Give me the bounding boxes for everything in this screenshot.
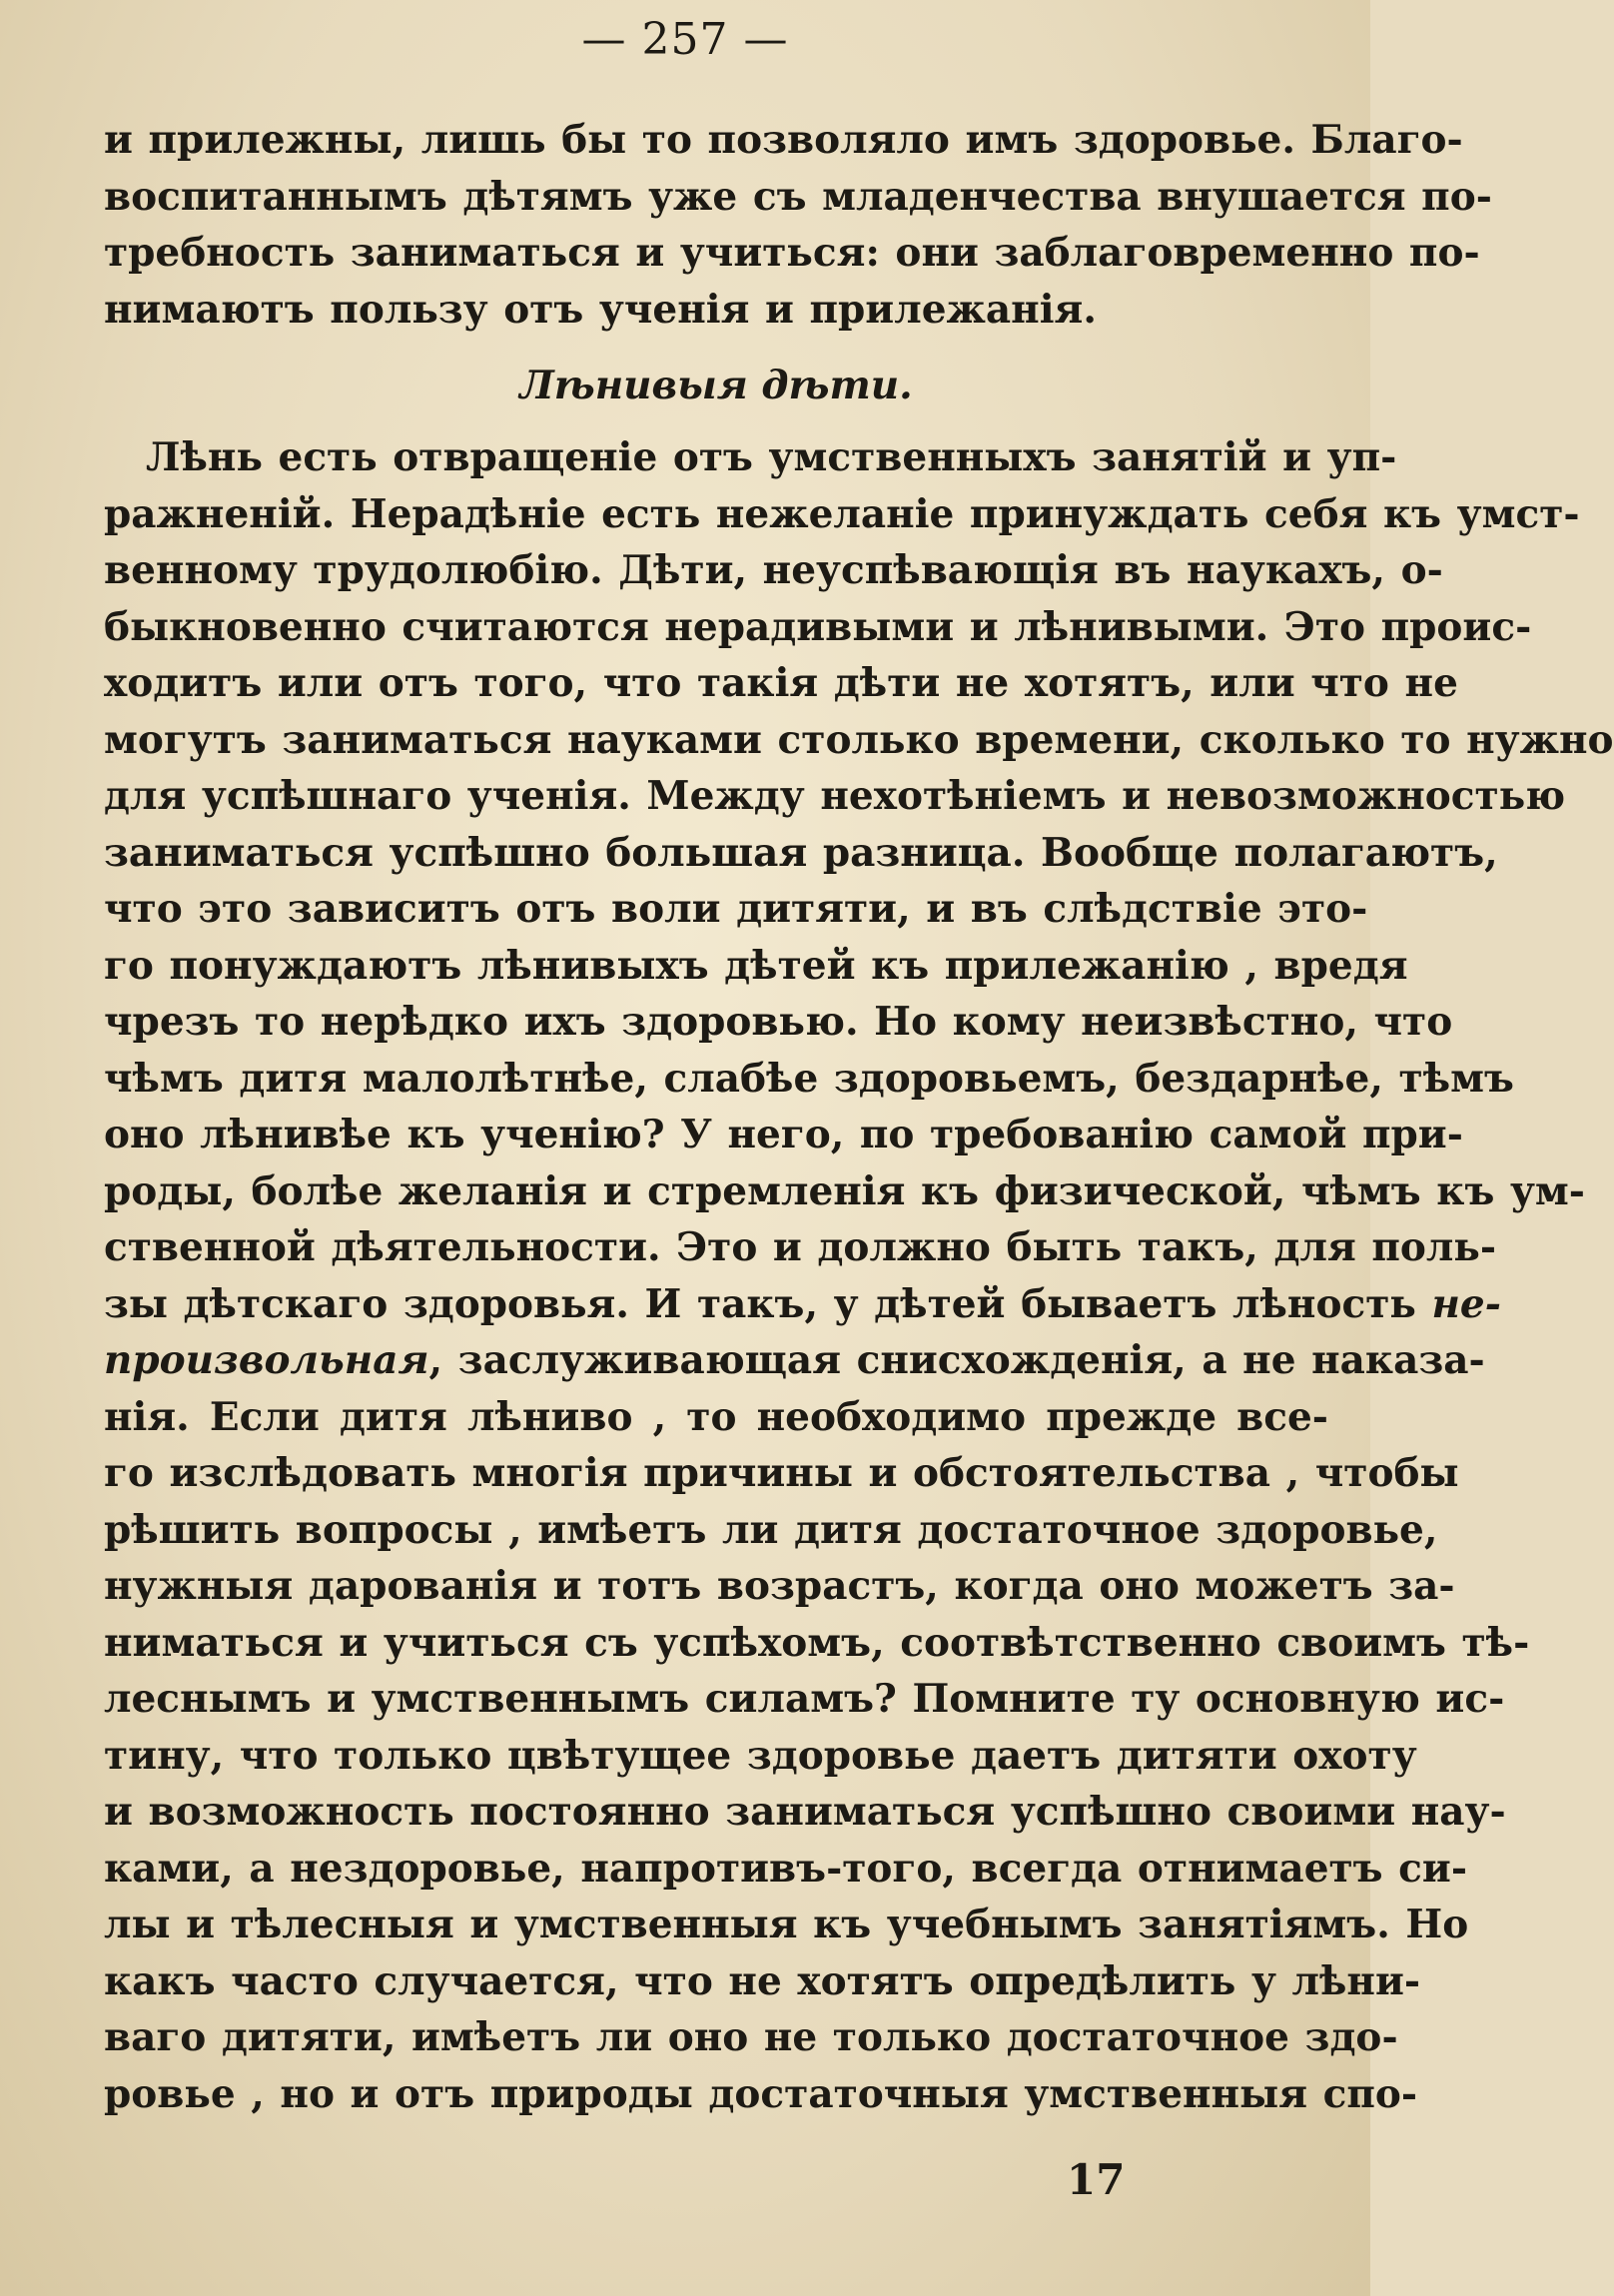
paragraph-2 (104, 429, 1614, 2122)
text-line: какъ часто случается, что не хотятъ опредѣлить у лѣни- (104, 1957, 1421, 2004)
signature-mark: 17 (1067, 2155, 1126, 2204)
text-line: ваго дитяти, имѣетъ ли оно не только достаточное здо- (104, 2014, 1398, 2060)
text-line: венному трудолюбію. Дѣти, неуспѣвающія въ наукахъ, о- (104, 547, 1443, 593)
text-run: , заслуживающая снисхожденія, а не наказа- (428, 1337, 1485, 1383)
text-line: быкновенно считаются нерадивыми и лѣнивыми. Это проис- (104, 603, 1532, 650)
text-line: нія. Если дитя лѣниво , то необходимо прежде все- (104, 1393, 1328, 1440)
text-line: ниматься и учиться съ успѣхомъ, соотвѣтственно своимъ тѣ- (104, 1619, 1530, 1666)
text-line: роды, болѣе желанія и стремленія къ физической, чѣмъ къ ум- (104, 1167, 1585, 1214)
text-line: и прилежны, лишь бы то позволяло имъ здоровье. Благо- (104, 117, 1463, 163)
text-line: чѣмъ дитя малолѣтнѣе, слабѣе здоровьемъ, бездарнѣе, тѣмъ (104, 1055, 1514, 1102)
text-line: нимаютъ пользу отъ ученія и прилежанія. (104, 286, 1097, 333)
text-line: ражненій. Нерадѣніе есть нежеланіе принуждать себя къ умст- (104, 490, 1580, 537)
text-line: тину, что только цвѣтущее здоровье даетъ дитяти охоту (104, 1732, 1417, 1779)
text-line: и возможность постоянно заниматься успѣшно своими нау- (104, 1789, 1506, 1835)
text-line (104, 1276, 1501, 1333)
text-line: требность заниматься и учиться: они заблаговременно по- (104, 230, 1480, 276)
text-line: нужныя дарованія и тотъ возрастъ, когда оно можетъ за- (104, 1563, 1455, 1609)
text-line: лы и тѣлесныя и умственныя къ учебнымъ занятіямъ. Но (104, 1902, 1469, 1947)
text-line: ственной дѣятельности. Это и должно быть такъ, для поль- (104, 1224, 1497, 1270)
text-line: для успѣшнаго ученія. Между нехотѣніемъ и невозможностью (104, 773, 1566, 819)
text-line: го понуждаютъ лѣнивыхъ дѣтей къ прилежанію , вредя (104, 942, 1408, 989)
text-line: ходитъ или отъ того, что такія дѣти не хотятъ, или что не (104, 660, 1458, 706)
text-line: леснымъ и умственнымъ силамъ? Помните ту основную ис- (104, 1676, 1505, 1722)
text-line: заниматься успѣшно большая разница. Вообще полагаютъ, (104, 829, 1498, 876)
text-line (104, 1332, 1485, 1389)
text-run: зы дѣтскаго здоровья. И такъ, у дѣтей бываетъ лѣность (104, 1280, 1432, 1327)
text-line: ровье , но и отъ природы достаточныя умственныя спо- (104, 2070, 1418, 2117)
text-line: оно лѣнивѣе къ ученію? У него, по требованію самой при- (104, 1112, 1463, 1157)
text-line: Лѣнь есть отвращеніе отъ умственныхъ занятій и уп- (146, 434, 1397, 480)
section-heading: Лѣнивыя дѣти. (519, 363, 913, 408)
emphasis-text: не- (1431, 1280, 1501, 1327)
text-line: воспитаннымъ дѣтямъ уже съ младенчества внушается по- (104, 173, 1492, 220)
text-line: рѣшить вопросы , имѣетъ ли дитя достаточное здоровье, (104, 1506, 1438, 1553)
text-line: что это зависитъ отъ воли дитяти, и въ слѣдствіе это- (104, 886, 1368, 932)
text-line: го изслѣдовать многія причины и обстоятельства , чтобы (104, 1450, 1459, 1496)
page-number: — 257 — (581, 14, 789, 65)
text-line: могутъ заниматься науками столько времени, сколько то нужно (104, 716, 1614, 763)
emphasis-text: произвольная (104, 1337, 429, 1383)
body-text (104, 112, 1614, 2122)
text-line: ками, а нездоровье, напротивъ-того, всегда отнимаетъ си- (104, 1845, 1468, 1892)
text-line: чрезъ то нерѣдко ихъ здоровью. Но кому неизвѣстно, что (104, 999, 1453, 1045)
paragraph-1 (104, 112, 1492, 338)
